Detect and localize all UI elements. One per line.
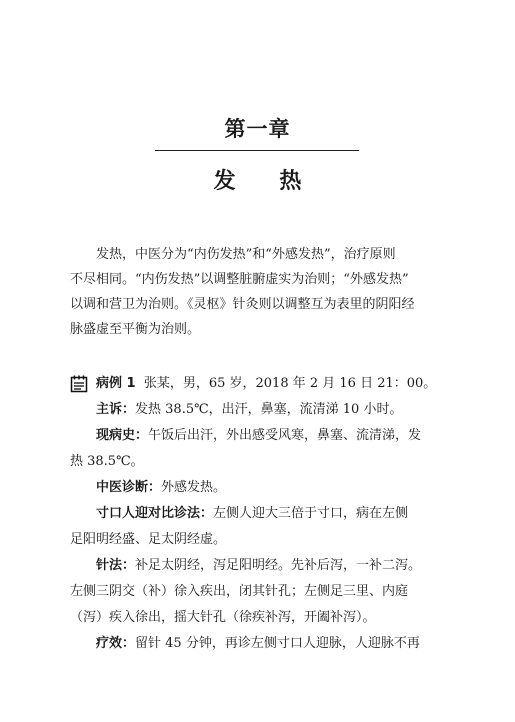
history-line: 热 38.5℃。 bbox=[70, 454, 144, 469]
chief-complaint-label: 主诉： bbox=[96, 402, 136, 417]
case-header bbox=[70, 371, 446, 397]
case-section bbox=[70, 371, 446, 657]
intro-line: 发热，中医分为“内伤发热”和“外感发热”，治疗原则 bbox=[96, 247, 396, 262]
needling-line: （泻）疾入徐出，摇大针孔（徐疾补泻，开阖补泻）。 bbox=[70, 610, 376, 625]
pulse-diagnosis bbox=[70, 501, 446, 527]
diagnosis bbox=[70, 475, 446, 501]
case-patient-info: 张某，男，65 岁，2018 年 2 月 16 日 21：00。 bbox=[143, 376, 437, 391]
needling-line: 左侧三阴交（补）徐入疾出，闭其针孔；左侧足三里、内庭 bbox=[70, 584, 409, 599]
needling-method bbox=[70, 553, 446, 579]
chief-complaint-text: 发热 38.5℃，出汗，鼻塞，流清涕 10 小时。 bbox=[135, 402, 403, 417]
chapter-divider bbox=[155, 150, 359, 151]
needling-text: 补足太阴经，泻足阳明经。先补后泻，一补二泻。 bbox=[135, 558, 422, 573]
chief-complaint bbox=[70, 397, 446, 423]
history-text: 午饭后出汗，外出感受风寒，鼻塞、流清涕，发 bbox=[148, 428, 422, 443]
chapter-number: 第一章 bbox=[224, 117, 291, 141]
intro-line: 不尽相同。“内伤发热”以调整脏腑虚实为治则；“外感发热” bbox=[70, 272, 409, 287]
intro-line: 以调和营卫为治则。《灵枢》针灸则以调整互为表里的阴阳经 bbox=[70, 297, 415, 312]
treatment-effect bbox=[70, 631, 446, 657]
notepad-icon bbox=[70, 375, 88, 393]
history-line bbox=[70, 423, 446, 449]
intro-line: 脉盛虚至平衡为治则。 bbox=[70, 322, 201, 337]
effect-label: 疗效： bbox=[96, 636, 136, 651]
diagnosis-text: 外感发热。 bbox=[161, 480, 227, 495]
pulse-diagnosis-label: 寸口人迎对比诊法： bbox=[96, 506, 214, 521]
diagnosis-label: 中医诊断： bbox=[96, 480, 162, 495]
intro-paragraph bbox=[70, 242, 446, 342]
case-label: 病例 1 bbox=[96, 376, 136, 391]
needling-label: 针法： bbox=[96, 558, 136, 573]
pulse-diagnosis-line: 足阳明经盛、足太阴经虚。 bbox=[70, 532, 227, 547]
chapter-title: 发 热 bbox=[213, 169, 320, 194]
pulse-diagnosis-text: 左侧人迎大三倍于寸口，病在左侧 bbox=[213, 506, 409, 521]
history-label: 现病史： bbox=[96, 428, 149, 443]
effect-text: 留针 45 分钟，再诊左侧寸口人迎脉，人迎脉不再 bbox=[135, 636, 420, 651]
